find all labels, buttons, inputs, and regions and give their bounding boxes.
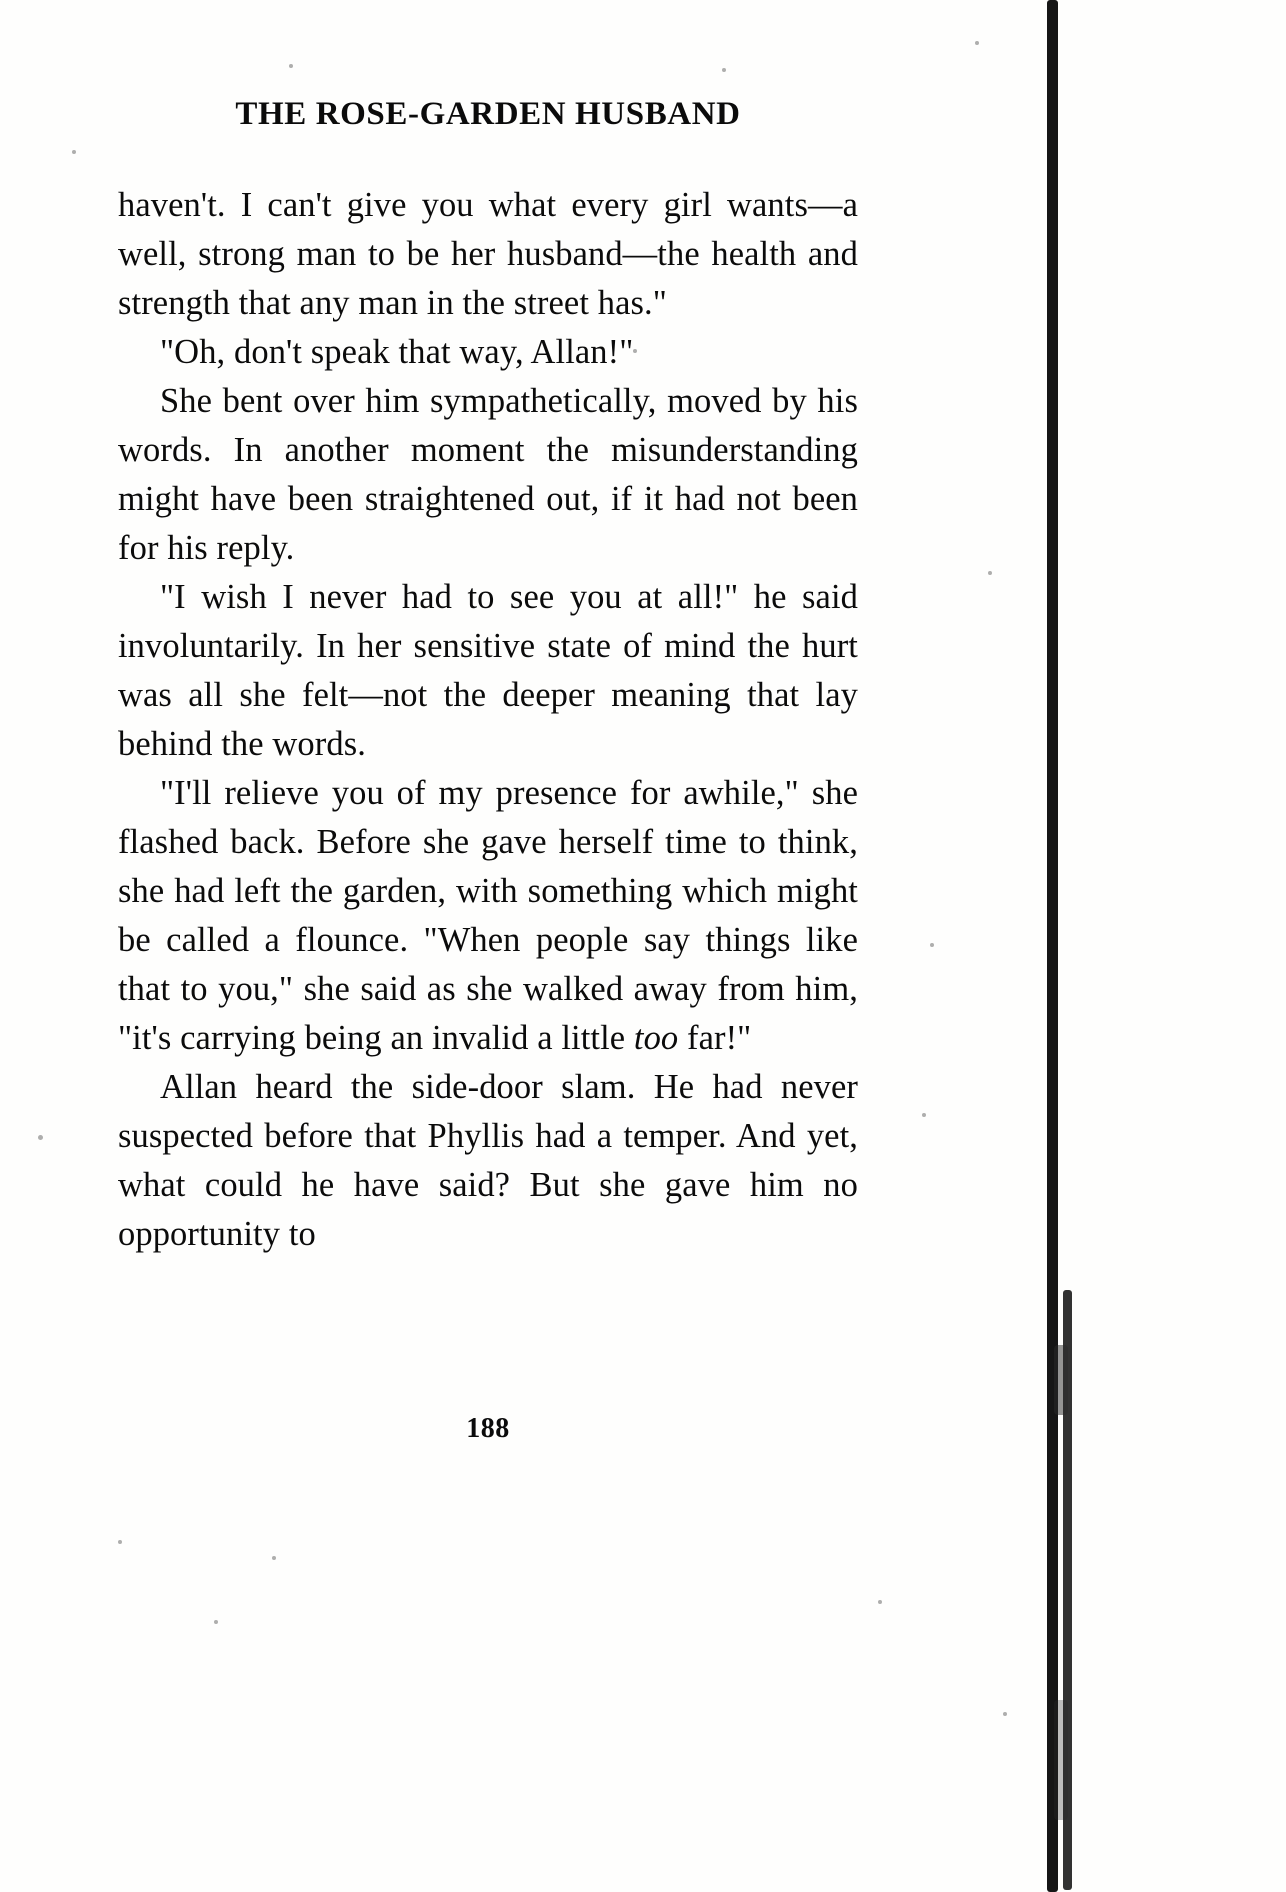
page-number: 188: [466, 1413, 510, 1444]
binding-smudge: [1054, 1700, 1068, 1820]
paragraph-part: "I'll relieve you of my presence for awhile," she flashed back. Before she gave herself time to think, she had left the garden, with something which might be called a flounce. "When people say things like that to you," she said as she walked away from him, "it's carrying being an invalid a little: [118, 774, 858, 1057]
scan-speck: [214, 1620, 218, 1624]
scan-speck: [72, 150, 76, 154]
book-binding-edge: [1047, 0, 1058, 1892]
binding-smudge: [1054, 1345, 1068, 1415]
paragraph: Allan heard the side-door slam. He had never suspected before that Phyllis had a temper. And yet, what could he have said? But she gave him no opportunity to: [118, 1068, 858, 1253]
scan-speck: [289, 64, 293, 68]
page-content: [118, 96, 858, 1259]
paragraph: "Oh, don't speak that way, Allan!": [160, 333, 634, 371]
scan-speck: [38, 1135, 43, 1140]
scan-speck: [930, 943, 934, 947]
scan-speck: [975, 41, 979, 45]
paragraph: She bent over him sympathetically, moved by his words. In another moment the misunderstanding might have been straightened out, if it had not been for his reply.: [118, 382, 858, 567]
body-text: [118, 181, 858, 1259]
running-head: THE ROSE-GARDEN HUSBAND: [235, 96, 741, 132]
emphasis-too: too: [633, 1019, 679, 1057]
scan-speck: [1003, 1712, 1007, 1716]
scan-speck: [722, 68, 726, 72]
paragraph: [118, 769, 858, 1063]
scan-speck: [988, 571, 992, 575]
scan-speck: [878, 1600, 882, 1604]
paragraph: haven't. I can't give you what every girl wants—a well, strong man to be her husband—the health and strength that any man in the street has.": [118, 186, 858, 322]
scan-speck: [272, 1556, 276, 1560]
paragraph-part-tail: far!": [678, 1019, 752, 1057]
scan-speck: [118, 1540, 122, 1544]
paragraph: "I wish I never had to see you at all!" he said involuntarily. In her sensitive state of mind the hurt was all she felt—not the deeper meaning that lay behind the words.: [118, 578, 858, 763]
scan-speck: [922, 1113, 926, 1117]
